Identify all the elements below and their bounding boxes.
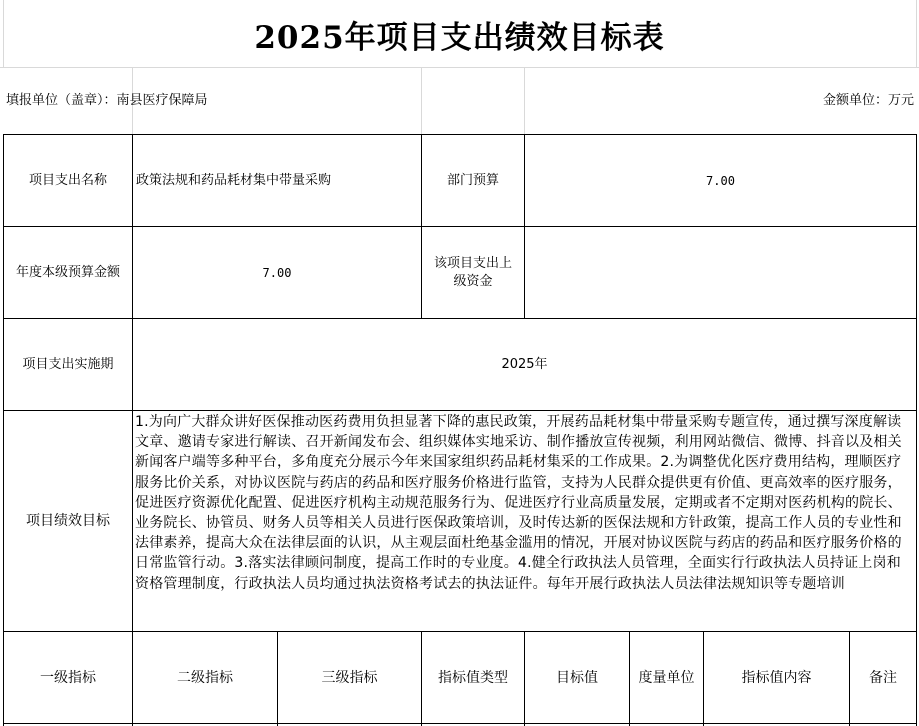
header-level3: 三级指标 [321, 669, 378, 686]
table-border [916, 134, 917, 726]
table-title: 2025年项目支出绩效目标表 [254, 19, 665, 56]
period-value: 2025年 [501, 356, 548, 372]
header-level2: 二级指标 [177, 669, 233, 686]
reporting-unit: 填报单位（盖章）：南县医疗保障局 [6, 93, 208, 108]
dept-budget-value: 7.00 [706, 173, 735, 188]
header-remarks: 备注 [869, 669, 897, 686]
grid-line [3, 0, 4, 68]
superior-funds-label: 该项目支出上级资金 [433, 255, 512, 289]
header-value-type: 指标值类型 [438, 669, 508, 686]
table-border [3, 410, 916, 411]
header-target: 目标值 [556, 669, 598, 686]
table-border [3, 723, 916, 724]
amount-unit: 金额单位：万元 [822, 93, 914, 108]
period-label: 项目支出实施期 [22, 356, 114, 372]
project-name-label: 项目支出名称 [28, 172, 107, 188]
goal-text: 1.为向广大群众讲好医保推动医药费用负担显著下降的惠民政策，开展药品耗材集中带量采购专题宣传，通过撰写深度解读文章、邀请专家进行解读、召开新闻发布会、组织媒体实地采访、制作播放宣传视频，利用网站微信、微博、抖音以及相关新闻客户端等多种平台，多角度充分展示今年来国家组织药品耗材集采的工作成果。2.为调整优化医疗费用结构，理顺医疗服务比价关系，对协议医院与药店的药品和医疗服务价格进行监管，支持为人民群众提供更有价值、更高效率的医疗服务，促进医疗资源优化配置、促进医疗机构主动规范服务行为、促进医疗行业高质量发展，定期或者不定期对医药机构的院长、业务院长、协管员、财务人员等相关人员进行医保政策培训，及时传达新的医保法规和方针政策，提高工作人员的专业性和法律素养，提高大众在法律层面的认识，从主观层面杜绝基金滥用的情况，开展对协议医院与药店的药品和医疗服务价格的日常监管行动。3.落实法律顾问制度，提高工作时的专业度。4.健全行政执法人员管理，全面实行行政执法人员持证上岗和资格管理制度，行政执法人员均通过执法资格考试去的执法证件。每年开展行政执法人员法律法规知识等专题培训 [135, 414, 902, 592]
grid-line [524, 67, 525, 135]
dept-budget-label: 部门预算 [446, 172, 499, 188]
header-level1: 一级指标 [40, 669, 96, 686]
annual-budget-value: 7.00 [262, 265, 292, 280]
header-content: 指标值内容 [741, 669, 812, 686]
superior-funds-value [525, 227, 916, 318]
goal-label: 项目绩效目标 [26, 513, 110, 529]
grid-line [0, 67, 919, 68]
annual-budget-label: 年度本级预算金额 [15, 264, 120, 280]
header-unit: 度量单位 [638, 669, 695, 686]
grid-line [916, 0, 917, 68]
project-name-value: 政策法规和药品耗材集中带量采购 [136, 172, 332, 188]
